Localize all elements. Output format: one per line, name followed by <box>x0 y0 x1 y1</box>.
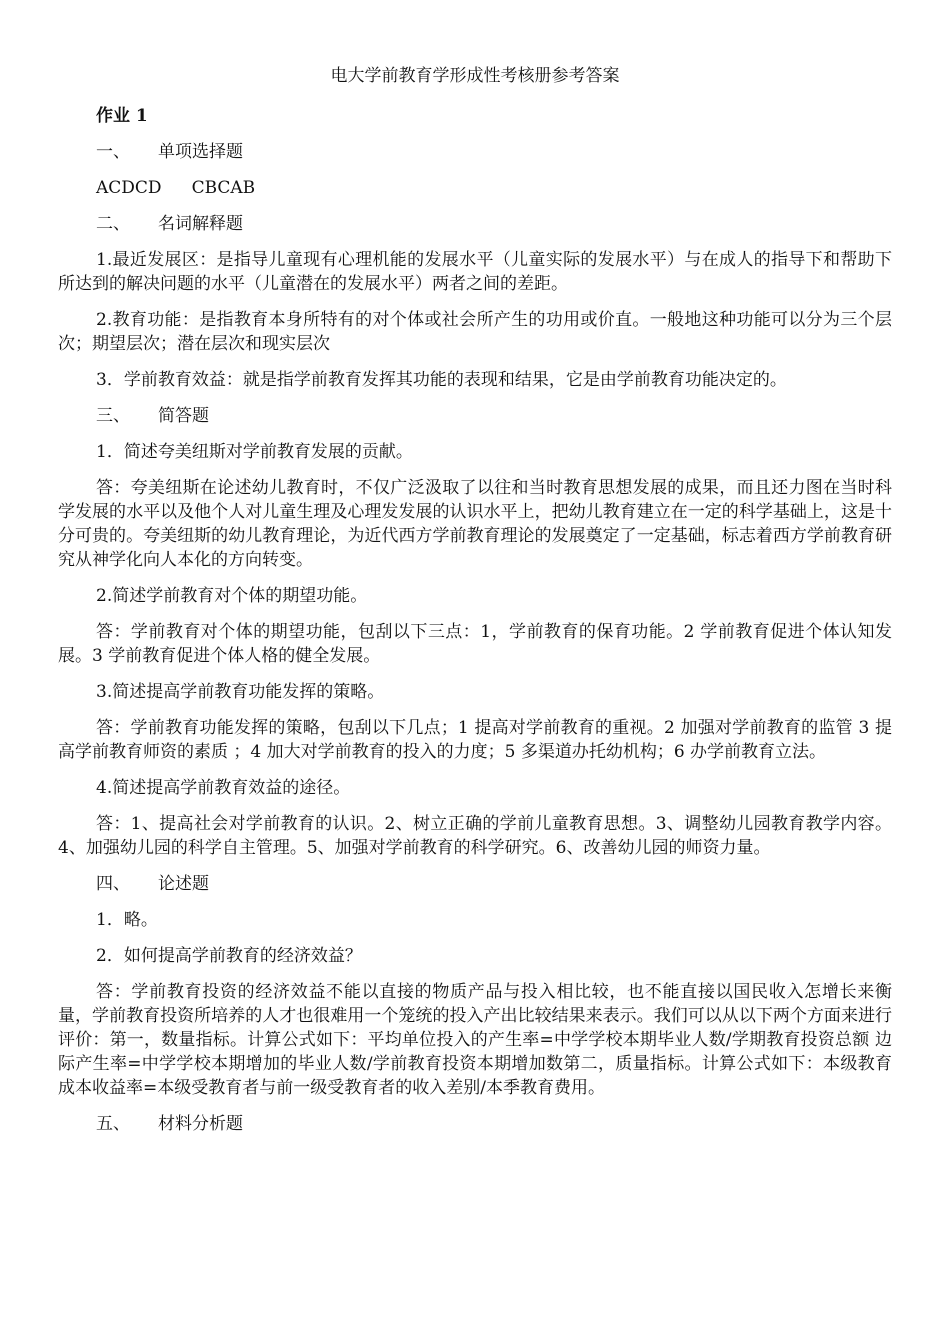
section-number: 二、 <box>96 214 130 234</box>
section-number: 五、 <box>96 1114 130 1134</box>
section-title: 名词解释题 <box>158 214 243 234</box>
assignment-label: 作业 1 <box>96 106 148 126</box>
definition-paragraph: 3．学前教育效益：就是指学前教育发挥其功能的表现和结果，它是由学前教育功能决定的。 <box>96 370 787 390</box>
section-title: 简答题 <box>158 406 209 426</box>
answer-paragraph: 答：夸美纽斯在论述幼儿教育时，不仅广泛汲取了以往和当时教育思想发展的成果，而且还力图在当时科学发展的水平以及他个人对儿童生理及心理发发展的认识水平上，把幼儿教育建立在一定的科学基础上，这是十分可贵的。夸美纽斯的幼儿教育理论，为近代西方学前教育理论的发展奠定了一定基础，标志着西方学前教育研究从神学化向人本化的方向转变。 <box>58 478 892 570</box>
definition-paragraph: 1.最近发展区：是指导儿童现有心理机能的发展水平（儿童实际的发展水平）与在成人的指导下和帮助下所达到的解决问题的水平（儿童潜在的发展水平）两者之间的差距。 <box>58 250 892 294</box>
section-heading-4 <box>58 872 892 896</box>
section-number: 三、 <box>96 406 130 426</box>
section-title: 材料分析题 <box>158 1114 243 1134</box>
answer-paragraph: 答：学前教育功能发挥的策略，包刮以下几点；1 提高对学前教育的重视。2 加强对学前教育的监管 3 提高学前教育师资的素质 ；4 加大对学前教育的投入的力度；5 多渠道办托幼机构；6 办学前教育立法。 <box>58 718 892 762</box>
section-heading-3 <box>58 404 892 428</box>
document-title: 电大学前教育学形成性考核册参考答案 <box>330 66 620 86</box>
question-text: 3.简述提高学前教育功能发挥的策略。 <box>96 682 385 702</box>
section-title: 单项选择题 <box>158 142 243 162</box>
question-text: 2.简述学前教育对个体的期望功能。 <box>96 586 368 606</box>
question-text: 1．简述夸美纽斯对学前教育发展的贡献。 <box>96 442 413 462</box>
section-number: 四、 <box>96 874 130 894</box>
section-heading-1 <box>58 140 892 164</box>
choice-answers <box>58 176 892 200</box>
question-text: 2．如何提高学前教育的经济效益？ <box>96 946 362 966</box>
answer-group-2: CBCAB <box>191 178 256 198</box>
section-number: 一、 <box>96 142 130 162</box>
question-text: 4.简述提高学前教育效益的途径。 <box>96 778 351 798</box>
section-heading-2 <box>58 212 892 236</box>
question-text: 1．略。 <box>96 910 158 930</box>
definition-paragraph: 2.教育功能：是指教育本身所特有的对个体或社会所产生的功用或价直。一般地这种功能可以分为三个层次；期望层次；潜在层次和现实层次 <box>58 310 892 354</box>
answer-paragraph: 答：学前教育投资的经济效益不能以直接的物质产品与投入相比较，也不能直接以国民收入怎增长来衡量，学前教育投资所培养的人才也很难用一个笼统的投入产出比较结果来表示。我们可以从以下两个方面来进行评价：第一，数量指标。计算公式如下：平均单位投入的产生率=中学学校本期毕业人数/学期教育投资总额 边际产生率=中学学校本期增加的毕业人数/学前教育投资本期增加数第二，质量指标。计算公式如下：本级教育成本收益率=本级受教育者与前一级受教育者的收入差别/本季教育费用。 <box>58 982 892 1098</box>
answer-group-1: ACDCD <box>96 178 162 198</box>
answer-paragraph: 答：学前教育对个体的期望功能，包刮以下三点：1，学前教育的保育功能。2 学前教育促进个体认知发展。3 学前教育促进个体人格的健全发展。 <box>58 622 892 666</box>
section-title: 论述题 <box>158 874 209 894</box>
section-heading-5 <box>58 1112 892 1136</box>
answer-paragraph: 答：1、提高社会对学前教育的认识。2、树立正确的学前儿童教育思想。3、调整幼儿园教育教学内容。4、加强幼儿园的科学自主管理。5、加强对学前教育的科学研究。6、改善幼儿园的师资力量。 <box>58 814 892 858</box>
